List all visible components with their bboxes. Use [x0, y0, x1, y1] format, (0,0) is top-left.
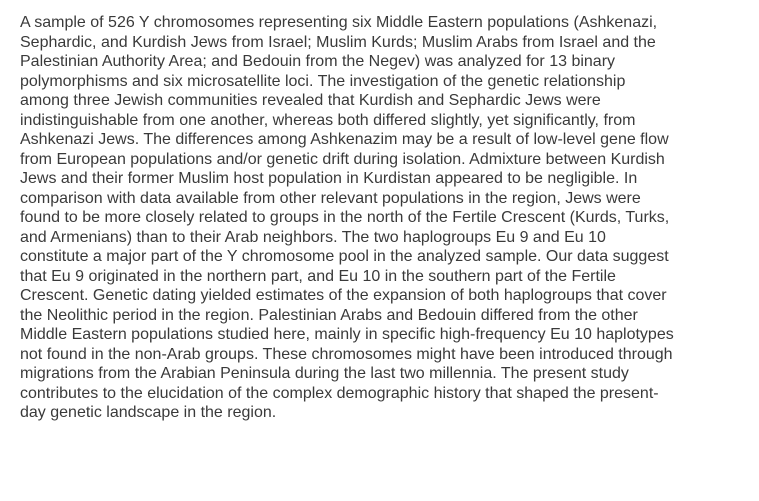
abstract-line: Crescent. Genetic dating yielded estimates of the expansion of both haplogroups that cover	[20, 287, 667, 304]
abstract-line: contributes to the elucidation of the complex demographic history that shaped the present-	[20, 384, 659, 402]
abstract-line: the Neolithic period in the region. Palestinian Arabs and Bedouin differed from the other	[20, 306, 638, 324]
abstract-line: A sample of 526 Y chromosomes representing six Middle Eastern populations (Ashkenazi,	[20, 14, 658, 31]
abstract-line: Palestinian Authority Area; and Bedouin from the Negev) was analyzed for 13 binary	[20, 53, 616, 70]
abstract-line: Jews and their former Muslim host population in Kurdistan appeared to be negligible. In	[20, 170, 638, 187]
abstract-line: and Armenians) than to their Arab neighbors. The two haplogroups Eu 9 and Eu 10	[20, 228, 606, 246]
abstract-line: migrations from the Arabian Peninsula during the last two millennia. The present study	[20, 365, 629, 382]
abstract-line: that Eu 9 originated in the northern part, and Eu 10 in the southern part of the Fertile	[20, 267, 616, 285]
abstract-line: Ashkenazi Jews. The differences among Ashkenazim may be a result of low-level gene flow	[20, 131, 669, 148]
abstract-line: among three Jewish communities revealed that Kurdish and Sephardic Jews were	[20, 92, 601, 109]
abstract-line: polymorphisms and six microsatellite loci. The investigation of the genetic relationship	[20, 72, 626, 90]
abstract-line: Middle Eastern populations studied here, mainly in specific high-frequency Eu 10 haplotypes	[20, 326, 674, 343]
abstract-line: from European populations and/or genetic drift during isolation. Admixture between Kurdish	[20, 150, 665, 168]
abstract-line: comparison with data available from other relevant populations in the region, Jews were	[20, 189, 641, 207]
abstract-line: found to be more closely related to groups in the north of the Fertile Crescent (Kurds, Turks,	[20, 209, 670, 226]
abstract-line: day genetic landscape in the region.	[20, 404, 277, 421]
abstract-line: Sephardic, and Kurdish Jews from Israel; Muslim Kurds; Muslim Arabs from Israel and the	[20, 33, 656, 51]
abstract-line: not found in the non-Arab groups. These chromosomes might have been introduced through	[20, 345, 673, 363]
abstract-line: constitute a major part of the Y chromosome pool in the analyzed sample. Our data suggest	[20, 248, 669, 265]
abstract-paragraph	[20, 13, 748, 423]
abstract-line: indistinguishable from one another, whereas both differed slightly, yet significantly, from	[20, 111, 636, 129]
